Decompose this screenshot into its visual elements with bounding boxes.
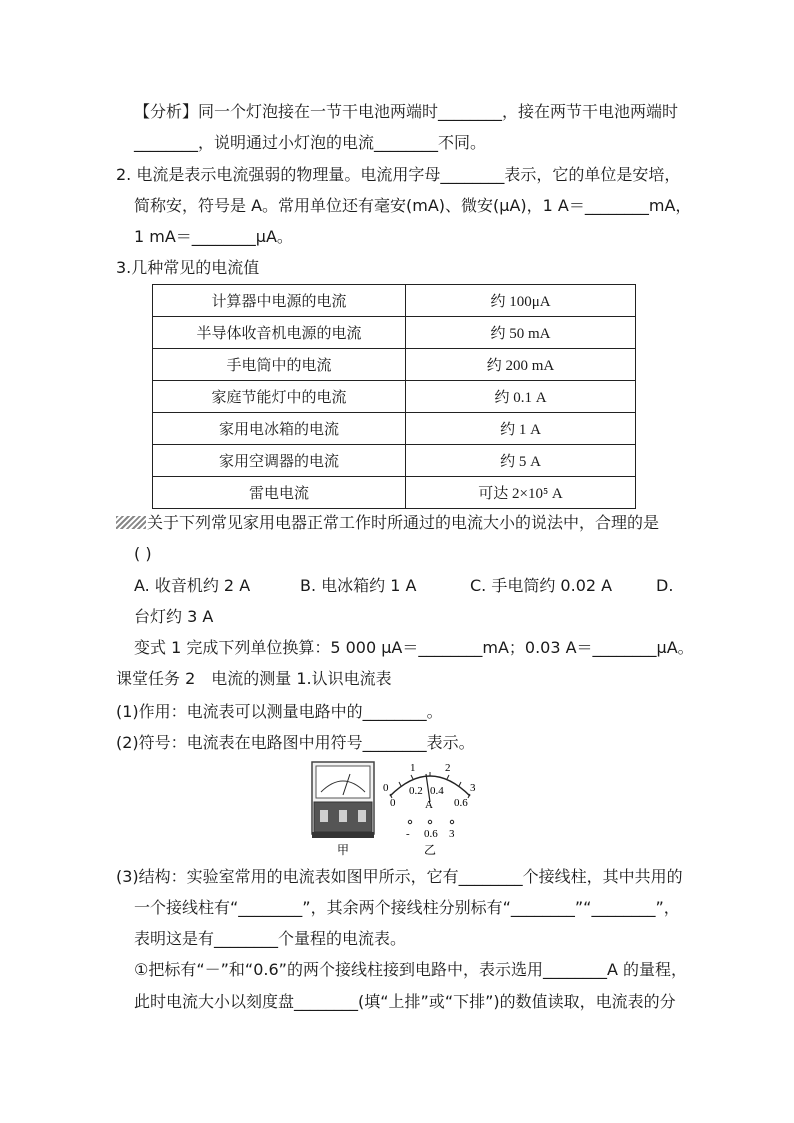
table-cell: 约 1 A xyxy=(406,413,636,445)
q2-line-1: 2. 电流是表示电流强弱的物理量。电流用字母________表示，它的单位是安培， xyxy=(116,165,681,184)
q2-line-2: 简称安，符号是 A。常用单位还有毫安(mA)、微安(μA)，1 A＝________mA， xyxy=(134,196,692,215)
structure-line-1: (3)结构：实验室常用的电流表如图甲所示，它有________个接线柱，其中共用的 xyxy=(116,867,683,886)
table-row xyxy=(153,349,636,381)
question-marker-icon xyxy=(116,516,146,529)
answer-paren: ( ) xyxy=(134,544,152,563)
table-row xyxy=(153,317,636,349)
ammeter-figure xyxy=(300,758,500,858)
dial-unit: A xyxy=(425,799,433,811)
dial-bottom-1: 0.2 xyxy=(409,785,423,797)
table-cell: 半导体收音机电源的电流 xyxy=(153,317,406,349)
table-row xyxy=(153,445,636,477)
ammeter-photo xyxy=(312,762,374,838)
option-c: C. 手电筒约 0.02 A xyxy=(470,576,613,595)
question-line xyxy=(116,511,659,535)
table-row xyxy=(153,477,636,509)
dial-top-1: 1 xyxy=(410,762,416,774)
terminal-0-6: 0.6 xyxy=(424,828,438,840)
task2-heading: 课堂任务 2 电流的测量 1.认识电流表 xyxy=(116,669,392,688)
dial-top-3: 3 xyxy=(470,782,476,794)
option-d-text: 台灯约 3 A xyxy=(134,607,214,626)
table-cell: 约 0.1 A xyxy=(406,381,636,413)
analysis-line-2: ________，说明通过小灯泡的电流________不同。 xyxy=(134,133,487,152)
table-cell: 家庭节能灯中的电流 xyxy=(153,381,406,413)
table-cell: 约 5 A xyxy=(406,445,636,477)
table-row xyxy=(153,413,636,445)
option-a: A. 收音机约 2 A xyxy=(134,576,251,595)
dial-bottom-2: 0.4 xyxy=(430,785,444,797)
table-cell: 约 50 mA xyxy=(406,317,636,349)
structure-line-3: 表明这是有________个量程的电流表。 xyxy=(134,929,407,948)
dial-top-0: 0 xyxy=(383,782,389,794)
table-cell: 约 200 mA xyxy=(406,349,636,381)
table-cell: 可达 2×10⁵ A xyxy=(406,477,636,509)
table-row xyxy=(153,381,636,413)
table-cell: 雷电电流 xyxy=(153,477,406,509)
question-text: 关于下列常见家用电器正常工作时所通过的电流大小的说法中，合理的是 xyxy=(147,513,660,532)
table-cell: 家用空调器的电流 xyxy=(153,445,406,477)
structure-line-5: 此时电流大小以刻度盘________(填“上排”或“下排”)的数值读取，电流表的分 xyxy=(134,992,676,1011)
dial-top-2: 2 xyxy=(445,762,451,774)
structure-line-2: 一个接线柱有“________”，其余两个接线柱分别标有“________”“________”， xyxy=(134,898,680,917)
structure-line-4: ①把标有“－”和“0.6”的两个接线柱接到电路中，表示选用________A 的量程， xyxy=(134,960,687,979)
q2-line-3: 1 mA＝________μA。 xyxy=(134,227,293,246)
table-cell: 约 100μA xyxy=(406,285,636,317)
terminal-minus: - xyxy=(406,828,410,840)
option-d-label: D. xyxy=(656,576,674,595)
analysis-line-1: 【分析】同一个灯泡接在一节干电池两端时________，接在两节干电池两端时 xyxy=(134,102,679,121)
variant-exercise: 变式 1 完成下列单位换算：5 000 μA＝________mA；0.03 A＝________μA。 xyxy=(134,638,694,657)
function-line: (1)作用：电流表可以测量电路中的________。 xyxy=(116,702,443,721)
q3-heading: 3.几种常见的电流值 xyxy=(116,258,260,277)
option-b: B. 电冰箱约 1 A xyxy=(300,576,417,595)
table-row xyxy=(153,285,636,317)
table-cell: 计算器中电源的电流 xyxy=(153,285,406,317)
label-jia: 甲 xyxy=(336,843,350,857)
dial-bottom-0: 0 xyxy=(390,797,396,809)
table-cell: 家用电冰箱的电流 xyxy=(153,413,406,445)
terminal-3: 3 xyxy=(449,828,455,840)
current-values-table xyxy=(152,284,636,509)
table-cell: 手电筒中的电流 xyxy=(153,349,406,381)
dial-bottom-3: 0.6 xyxy=(454,797,468,809)
label-yi: 乙 xyxy=(423,843,437,857)
symbol-line: (2)符号：电流表在电路图中用符号________表示。 xyxy=(116,733,475,752)
